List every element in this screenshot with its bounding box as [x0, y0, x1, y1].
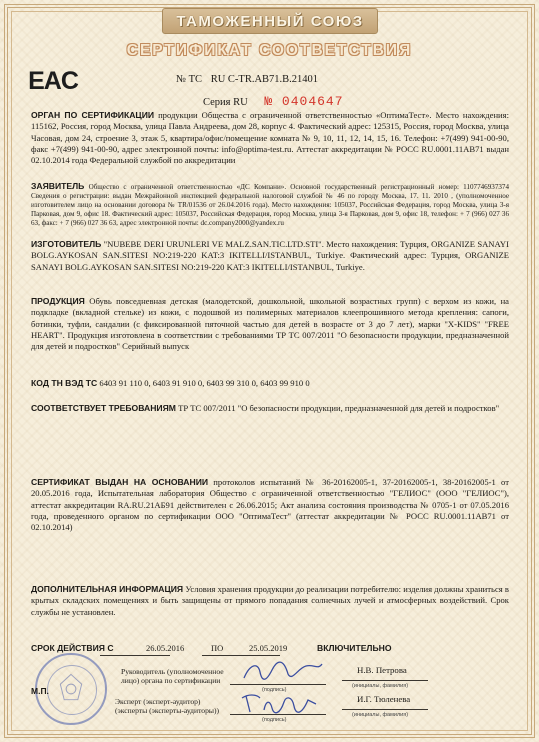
expert-name-line [342, 709, 428, 710]
manufacturer-heading: ИЗГОТОВИТЕЛЬ [31, 239, 102, 249]
tnved-code-heading: КОД ТН ВЭД ТС [31, 378, 98, 388]
compliance-heading: СООТВЕТСТВУЕТ ТРЕБОВАНИЯМ [31, 403, 176, 413]
expert-signatory-label [115, 697, 219, 715]
head-signatory-label [121, 667, 224, 685]
basis-section [31, 477, 509, 534]
seal-place-label: М.П. [31, 686, 49, 696]
additional-info-section [31, 584, 509, 618]
head-signature-line [230, 684, 326, 685]
serial-number: № 0404647 [264, 94, 344, 109]
customs-union-banner [162, 8, 378, 34]
head-label-line-1: Руководитель (уполномоченное [121, 667, 224, 676]
series-label: Серия RU [203, 97, 248, 108]
validity-to: 25.05.2019 [249, 643, 288, 653]
manufacturer-section [31, 239, 509, 273]
basis-heading: СЕРТИФИКАТ ВЫДАН НА ОСНОВАНИИ [31, 477, 209, 487]
head-signatory-name: Н.В. Петрова [357, 665, 407, 675]
certificate-number [176, 74, 318, 85]
certification-body-heading: ОРГАН ПО СЕРТИФИКАЦИИ [31, 110, 155, 120]
number-label: № ТС [176, 74, 203, 85]
validity-to-label: ПО [211, 643, 224, 653]
validity-from: 26.05.2016 [146, 643, 185, 653]
tnved-code-text: 6403 91 110 0, 6403 91 910 0, 6403 99 310 0, 6403 99 910 0 [99, 378, 310, 388]
from-underline [100, 655, 170, 656]
product-section [31, 296, 509, 353]
basis-text: протоколов испытаний № 36-20162005-1, 37-20162005-1, 38-20162005-1 от 20.05.2016 года, Испытательная лаборатория Общество с ограниченной ответственностью "ГЕЛИОС" (ООО "ГЕЛИОС"), аттестат аккредитации RA.RU.21АБ91 действителен с 26.06.2015; Акт анализа состояния производства № 0705-1 от 07.05.2016 года, проведенного органом по сертификации ООО "ОптимаТест" (аттестат аккредитации № РОСС RU.0001.11АВ71 от 02.10.2014) [31, 477, 509, 533]
manufacturer-text: "NUBEBE DERI URUNLERI VE MALZ.SAN.TIC.LTD.STI". Место нахождения: Турция, ORGANIZE SANAYI BOLG.AYKOSAN SAN.SITESI NO:219-220 KAT:3 IKITELLI/ISTANBUL, Turkiye. Фактический адрес: Турция, ORGANIZE SANAYI BOLG.AYKOSAN SAN.SITESI NO:219-220 KAT:3 IKITELLI/ISTANBUL, Turkiye. [31, 239, 509, 272]
product-text: Обувь повседневная детская (малодетской, дошкольной, школьной возрастных групп) с верхом из кожи, на подкладке (вкладной стельке) из кожи, с подошвой из полимерных материалов клеепрошивного метода крепления: сапоги, ботинки, туфли, сандалии (с фиксированной пяточной частью для детей в возрасте от 3 до 7 лет), марки "X-KIDS" "FREE HEART". Продукция изготовлена в соответствии с требованиями ТР ТС 007/2011 "О безопасности продукции, предназначенной для детей и подростков" Серийный выпуск [31, 296, 510, 352]
expert-sign-caption: (подпись) [262, 717, 287, 723]
certification-body-section [31, 110, 509, 167]
expert-label-line-2: (эксперты (эксперты-аудиторы)) [115, 706, 220, 716]
additional-info-text: Условия хранения продукции до реализации потребителю: изделия должны храниться в крытых складских помещениях и быть защищены от прямого попадания солнечных лучей и атмосферных воздействий. Срок службы не установлен. [31, 584, 509, 617]
series-line [203, 94, 344, 109]
expert-label-line-1: Эксперт (эксперт-аудитор) [115, 697, 201, 706]
applicant-heading: ЗАЯВИТЕЛЬ [31, 181, 85, 191]
product-heading: ПРОДУКЦИЯ [31, 296, 85, 306]
expert-name-caption: (инициалы, фамилия) [352, 712, 409, 718]
additional-info-heading: ДОПОЛНИТЕЛЬНАЯ ИНФОРМАЦИЯ [31, 584, 184, 594]
head-label-line-2: лицо) органа по сертификации [121, 676, 221, 686]
head-name-caption: (инициалы, фамилия) [352, 683, 409, 689]
validity-heading: СРОК ДЕЙСТВИЯ С [31, 643, 114, 653]
compliance-section [31, 403, 509, 414]
applicant-text: Общество с ограниченной ответственностью «ДС Компани». Основной государственный регистрационный номер: 1107746937374 Сведения о регистрации: выдан Межрайонной инспекцией федеральной налоговой службой № 46 по городу Москва, 17. 11. 2010 , (уполномоченное изготовителем лицо на основании договора № TR/01536 от 26.04.2016 года). Место нахождения: 105037, Российская Федерация, город Москва, улица 3-я Парковая, дом 9, офис 18. Фактический адрес: 105037, Российская Федерация, город Москва, улица 3-я Парковая, дом 9, офис 18, телефон: + 7 (966) 027 36 63, факс: + 7 (966) 027 36 63, адрес электронной почты: dc.company2000@yandex.ru [31, 183, 510, 228]
head-name-line [342, 680, 428, 681]
compliance-text: ТР ТС 007/2011 "О безопасности продукции, предназначенной для детей и подростков" [178, 403, 500, 413]
banner-text: ТАМОЖЕННЫЙ СОЮЗ [176, 12, 364, 30]
certificate-title: СЕРТИФИКАТ СООТВЕТСТВИЯ [126, 42, 413, 59]
applicant-section [31, 181, 509, 228]
validity-inclusive: ВКЛЮЧИТЕЛЬНО [317, 643, 392, 653]
expert-signature-line [230, 714, 326, 715]
eac-logo: EAC [28, 67, 78, 95]
certification-body-text: продукции Общества с ограниченной ответственностью «ОптимаТест». Место нахождения: 115162, Россия, город Москва, улица Павла Андреева, дом 28, корпус 4. Фактический адрес: 125315, Россия, город Москва, улица Часовая, дом 24, строение 3, этаж 5, квартира/офис/помещение комната № 9, 10, 11, 12, 14, 15, 16. Телефон: +7(499) 941-00-90, факс +7(499) 941-00-90, адрес электронной почты: info@optima-test.ru. Аттестат аккредитации № РОСС RU.0001.11АВ71 выдан 02.10.2014 года Федеральной службой по аккредитации [31, 110, 509, 166]
expert-signatory-name: И.Г. Тюленева [357, 694, 411, 704]
tnved-code-section [31, 378, 509, 389]
head-sign-caption: (подпись) [262, 687, 287, 693]
number-value: RU C-TR.АВ71.В.21401 [210, 74, 319, 85]
